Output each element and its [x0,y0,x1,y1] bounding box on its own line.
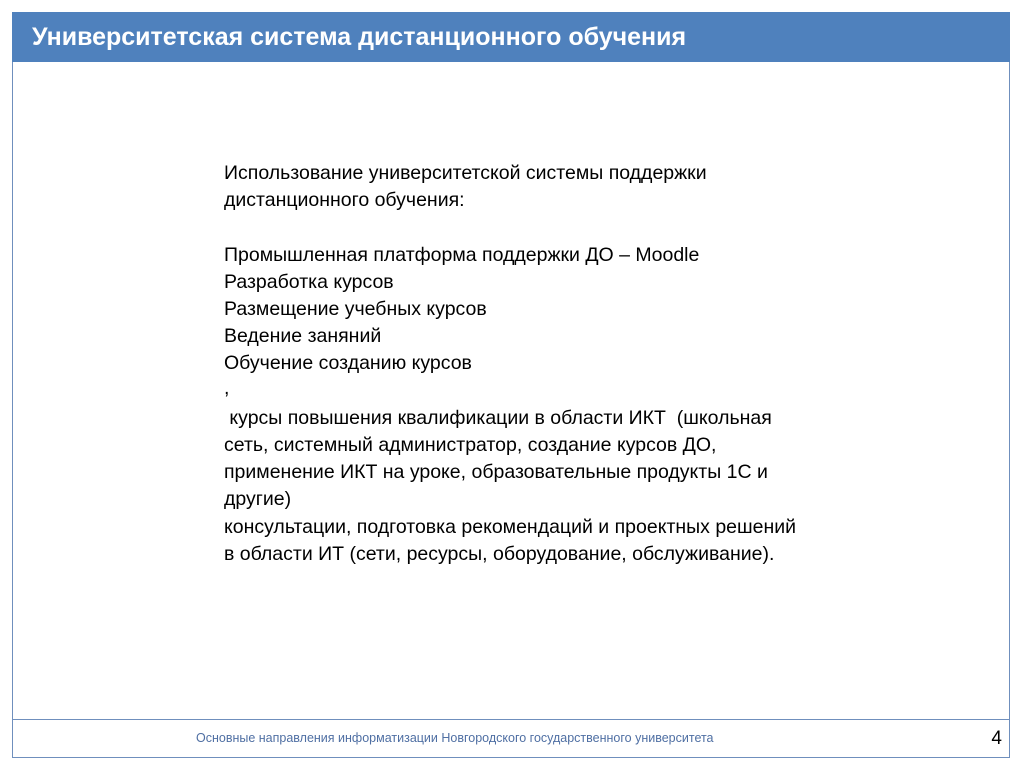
body-line: Использование университетской системы поддержки [224,162,707,184]
body-line: в области ИТ (сети, ресурсы, оборудование, обслуживание). [224,542,775,565]
body-line: Размещение учебных курсов [224,298,487,320]
body-line: применение ИКТ на уроке, образовательные продукты 1С и [224,461,768,484]
title-bar [12,12,1010,62]
body-line-blank [224,214,904,241]
footer-divider [12,719,1010,720]
footer-caption: Основные направления информатизации Новгородского государственного университета [196,731,714,745]
page-number: 4 [991,728,1002,749]
body-line: Разработка курсов [224,270,394,293]
body-line: Ведение заняний [224,325,382,348]
body-line: курсы повышения квалификации в области ИКТ (школьная [224,406,772,429]
body-line: консультации, подготовка рекомендаций и проектных решений [224,515,797,538]
body-line: сеть, системный администратор, создание курсов ДО, [224,434,717,456]
slide-title: Университетская система дистанционного обучения [32,22,687,51]
slide-body [224,160,904,568]
body-line: другие) [224,488,292,511]
body-line: дистанционного обучения: [224,189,465,212]
body-line: Обучение созданию курсов [224,352,472,375]
body-line: , [224,376,230,399]
body-line: Промышленная платформа поддержки ДО – Moodle [224,243,700,266]
